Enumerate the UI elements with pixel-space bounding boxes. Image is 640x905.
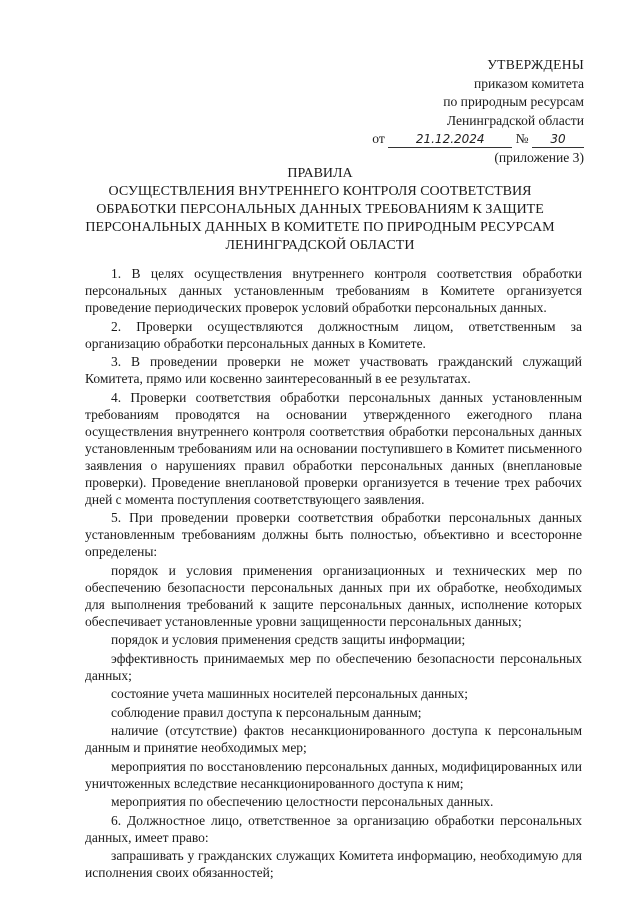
approval-line: Ленинградской области (446, 112, 584, 128)
paragraph: мероприятия по обеспечению целостности персональных данных. (111, 794, 494, 809)
document-body (85, 265, 582, 883)
approval-line: по природным ресурсам (443, 94, 584, 109)
paragraph: 3. В проведении проверки не может участвовать гражданский служащий Комитета, прямо или косвенно заинтересованный в ее результатах. (85, 354, 582, 386)
paragraph: 1. В целях осуществления внутреннего контроля соответствия обработки персональных данных установленным требованиям в Комитете организуется проведение периодических проверок условий обработки персональных данных. (85, 266, 582, 315)
handwritten-date: 21.12.2024 (388, 132, 512, 148)
title-line: ОБРАБОТКИ ПЕРСОНАЛЬНЫХ ДАННЫХ ТРЕБОВАНИЯМ К ЗАЩИТЕ (96, 202, 544, 217)
paragraph: порядок и условия применения средств защиты информации; (111, 632, 466, 647)
paragraph: эффективность принимаемых мер по обеспечению безопасности персональных данных; (85, 650, 582, 683)
title-line: ПЕРСОНАЛЬНЫХ ДАННЫХ В КОМИТЕТЕ ПО ПРИРОДНЫМ РЕСУРСАМ (85, 220, 555, 235)
approval-line: приказом комитета (473, 75, 584, 91)
date-prefix: от (372, 131, 385, 146)
paragraph: 2. Проверки осуществляются должностным лицом, ответственным за организацию обработки персональных данных в Комитете. (85, 318, 582, 351)
title-line: ЛЕНИНГРАДСКОЙ ОБЛАСТИ (225, 238, 415, 253)
approval-date-line (344, 130, 584, 149)
handwritten-number: 30 (532, 132, 584, 148)
paragraph: соблюдение правил доступа к персональным данным; (111, 704, 422, 720)
paragraph: запрашивать у гражданских служащих Комитета информацию, необходимую для исполнения своих обязанностей; (85, 848, 582, 880)
number-prefix: № (515, 131, 529, 146)
paragraph: наличие (отсутствие) фактов несанкционированного доступа к персональным данным и принятие необходимых мер; (85, 723, 582, 755)
paragraph: состояние учета машинных носителей персональных данных; (111, 686, 468, 701)
title-line: ОСУЩЕСТВЛЕНИЯ ВНУТРЕННЕГО КОНТРОЛЯ СООТВЕТСТВИЯ (108, 184, 532, 199)
paragraph: мероприятия по восстановлению персональных данных, модифицированных или уничтоженных вследствие несанкционированного доступа к ним; (85, 758, 582, 791)
approval-appendix: (приложение 3) (494, 149, 584, 165)
paragraph: 4. Проверки соответствия обработки персональных данных установленным требованиям проводятся на основании утвержденного ежегодного плана осуществления внутреннего контроля соответствия обработки персональных данных установленным требованиям или на основании поступившего в Комитет письменного заявления о нарушениях правил обработки персональных данных (внеплановые проверки). Проведение внеплановой проверки организуется в течение трех рабочих дней с момента поступления соответствующего заявления. (85, 389, 582, 507)
approval-block (344, 56, 584, 167)
approval-heading: УТВЕРЖДЕНЫ (487, 57, 584, 72)
paragraph: 6. Должностное лицо, ответственное за организацию обработки персональных данных, имеет право: (85, 812, 582, 845)
document-title (60, 165, 580, 255)
title-line: ПРАВИЛА (287, 166, 353, 181)
paragraph: 5. При проведении проверки соответствия обработки персональных данных установленным требованиям должны быть полностью, объективно и всесторонне определены: (85, 510, 582, 559)
paragraph: порядок и условия применения организационных и технических мер по обеспечению безопасности персональных данных при их обработке, необходимых для выполнения требований к защите персональных данных, исполнение которых обеспечивает установленные уровни защищенности персональных данных; (85, 562, 582, 629)
